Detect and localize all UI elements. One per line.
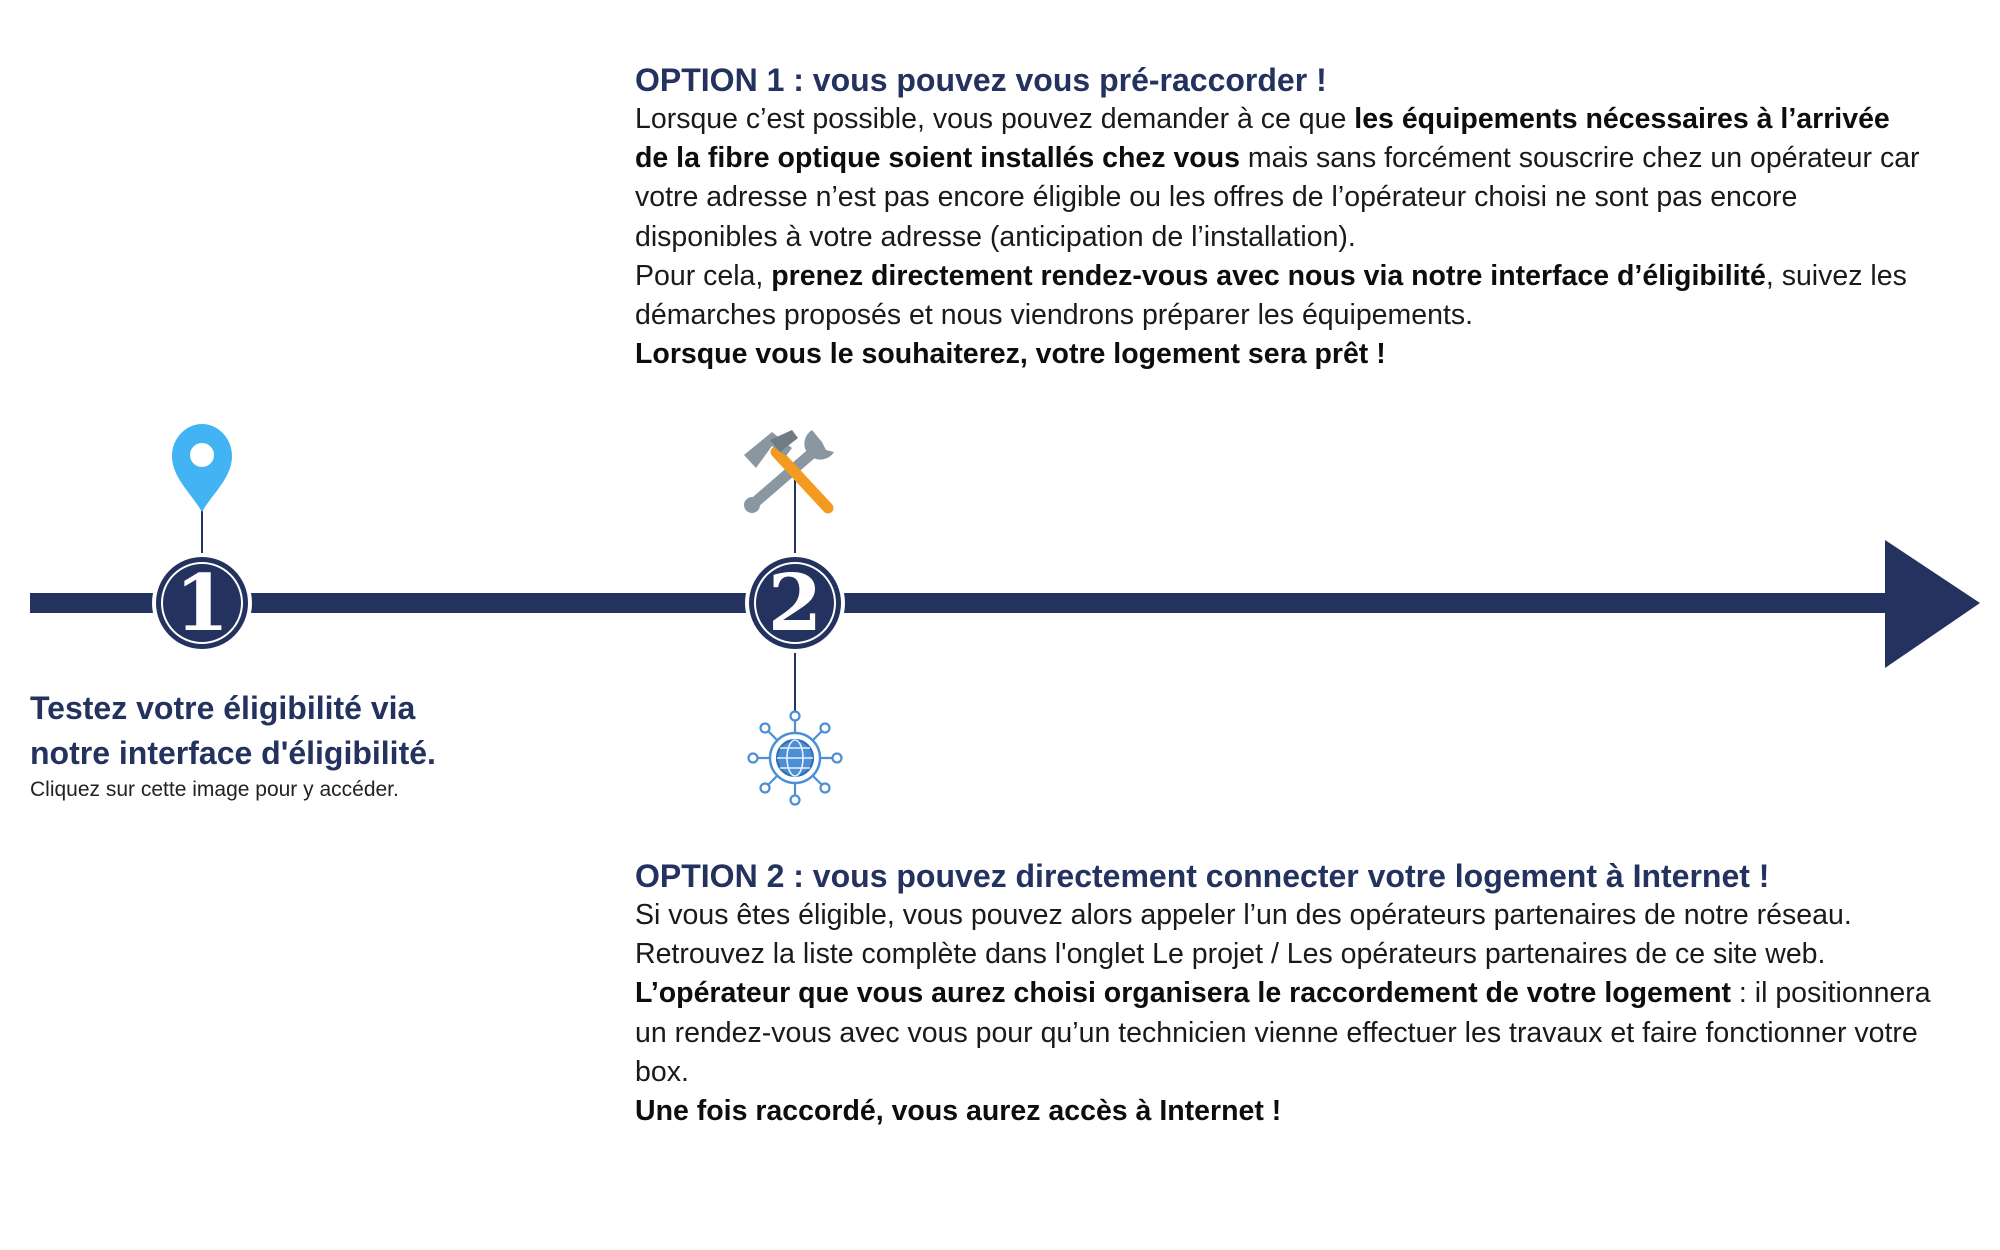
- option1-p1-text: Lorsque c’est possible, vous pouvez demander à ce que: [635, 103, 1355, 135]
- option1-p3-bold: Lorsque vous le souhaiterez, votre logement sera prêt !: [635, 338, 1386, 371]
- step1-number: 1: [174, 558, 230, 649]
- option2-paragraph-3: [635, 1092, 1935, 1131]
- option1-block: [635, 60, 1925, 374]
- option2-p2-text: : il positionnera un rendez-vous avec vous pour qu’un technicien vienne effectuer les travaux et faire fonctionner votre box.: [635, 977, 1931, 1088]
- network-globe-icon: [749, 712, 842, 805]
- option2-paragraph-2: [635, 974, 1935, 1092]
- step1-title-line2[interactable]: notre interface d'éligibilité.: [30, 735, 436, 771]
- timeline-arrow-head: [1885, 540, 1980, 668]
- option1-p2-text-end: , suivez les démarches proposés et nous viendrons préparer les équipements.: [635, 259, 1907, 332]
- option1-body: [635, 100, 1925, 374]
- step1-badge[interactable]: [152, 553, 252, 653]
- option1-paragraph-2: [635, 257, 1925, 335]
- option1-paragraph-1: [635, 100, 1925, 257]
- option1-title: OPTION 1 : vous pouvez vous pré-raccorder !: [635, 62, 1327, 98]
- option1-paragraph-3: [635, 335, 1925, 374]
- option2-title: OPTION 2 : vous pouvez directement connecter votre logement à Internet !: [635, 858, 1770, 894]
- option2-p3-bold: Une fois raccordé, vous aurez accès à Internet !: [635, 1095, 1282, 1128]
- step1-title-line1[interactable]: Testez votre éligibilité via: [30, 690, 416, 726]
- hammer-wrench-icon: [744, 430, 834, 513]
- option2-paragraph-1: Si vous êtes éligible, vous pouvez alors appeler l’un des opérateurs partenaires de notre réseau. Retrouvez la liste complète dans l'onglet Le projet / Les opérateurs partenaires de ce site web.: [635, 899, 1852, 971]
- option2-p2-bold: L’opérateur que vous aurez choisi organisera le raccordement de votre logement: [635, 977, 1731, 1010]
- option1-p2-text: Pour cela,: [635, 259, 772, 292]
- step2-badge: [745, 553, 845, 653]
- option1-p1-bold: les équipements nécessaires à l’arrivée de la fibre optique soient installés chez vous: [635, 103, 1890, 175]
- option1-p2-bold: prenez directement rendez-vous avec nous via notre interface d’éligibilité: [771, 259, 1766, 292]
- step1-block[interactable]: [30, 686, 590, 804]
- option1-p1-text-end: mais sans forcément souscrire chez un opérateur car votre adresse n’est pas encore éligible ou les offres de l’opérateur choisi ne sont pas encore disponibles à votre adresse (anticipation de l’installation).: [635, 142, 1920, 253]
- map-pin-icon[interactable]: [172, 424, 232, 512]
- step2-number: 2: [767, 558, 823, 649]
- option2-body: [635, 896, 1935, 1131]
- option2-block: [635, 856, 1935, 1131]
- timeline-arrow-shaft: [30, 593, 1900, 613]
- step1-subtitle: Cliquez sur cette image pour y accéder.: [30, 778, 399, 801]
